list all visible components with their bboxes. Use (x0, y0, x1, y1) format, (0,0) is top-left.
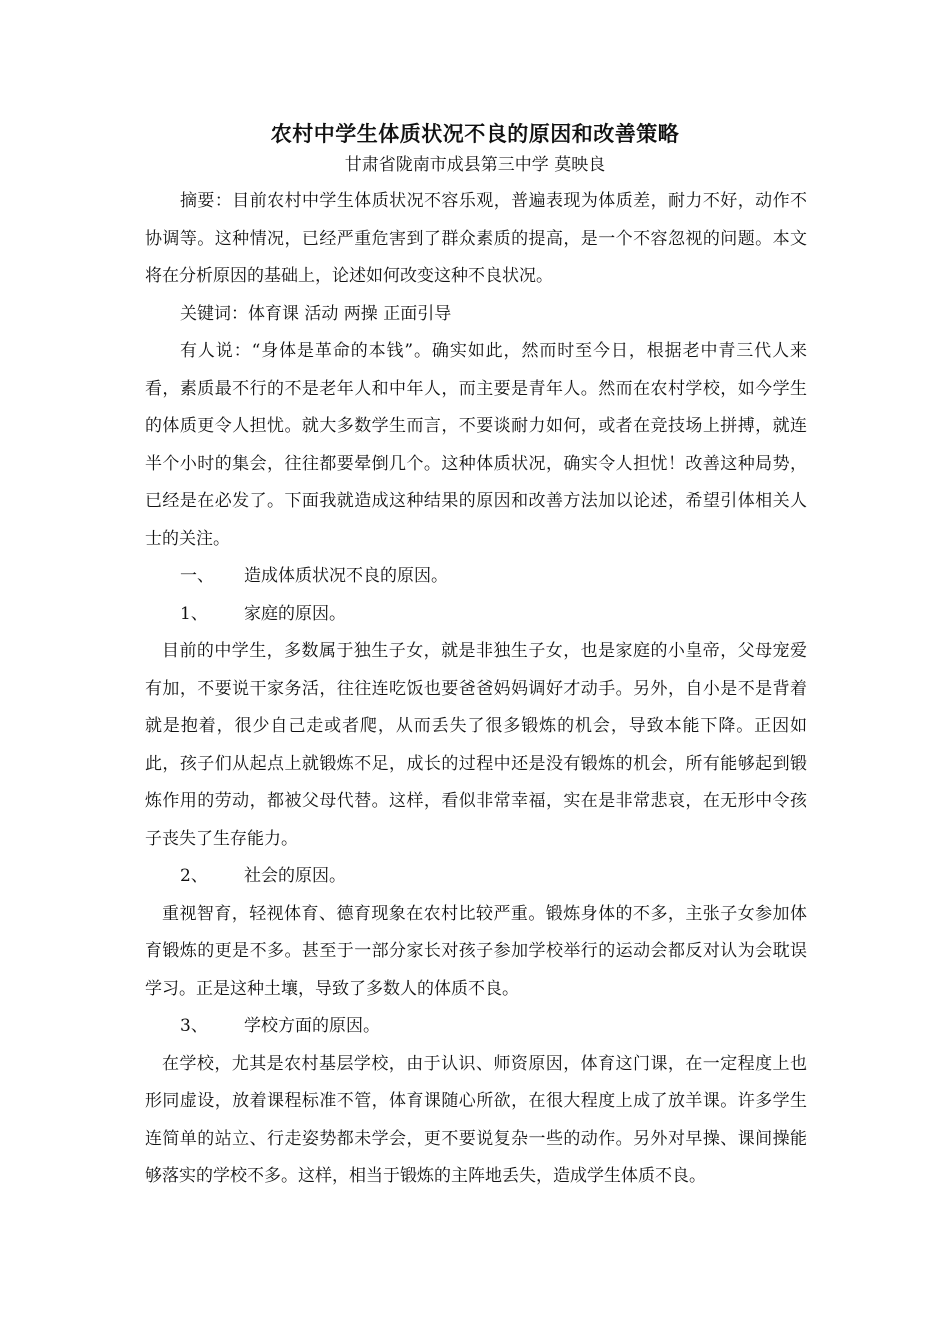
society-reason-paragraph: 重视智育，轻视体育、德育现象在农村比较严重。锻炼身体的不多，主张子女参加体育锻炼的更是不多。甚至于一部分家长对孩子参加学校举行的运动会都反对认为会耽误学习。正是这种土壤，导致了多数人的体质不良。 (145, 903, 807, 999)
section-title: 造成体质状况不良的原因。 (244, 566, 448, 586)
subsection-number: 1、 (180, 603, 208, 624)
family-reason-paragraph: 目前的中学生，多数属于独生子女，就是非独生子女，也是家庭的小皇帝，父母宠爱有加，不要说干家务活，往往连吃饭也要爸爸妈妈调好才动手。另外，自小是不是背着就是抱着，很少自己走或者爬，从而丢失了很多锻炼的机会，导致本能下降。正因如此，孩子们从起点上就锻炼不足，成长的过程中还是没有锻炼的机会，所有能够起到锻炼作用的劳动，都被父母代替。这样，看似非常幸福，实在是非常悲哀，在无形中令孩子丧失了生存能力。 (145, 641, 807, 849)
subsection-title: 学校方面的原因。 (244, 1016, 380, 1036)
subsection-title: 家庭的原因。 (244, 603, 346, 624)
subsection-number: 3、 (180, 1016, 208, 1036)
subsection-heading-1 (145, 596, 807, 634)
subsection-heading-3 (145, 1008, 807, 1046)
abstract-paragraph: 摘要：目前农村中学生体质状况不容乐观，普遍表现为体质差，耐力不好，动作不协调等。这种情况，已经严重危害到了群众素质的提高，是一个不容忽视的问题。本文将在分析原因的基础上，论述如何改变这种不良状况。 (145, 191, 807, 286)
page-title: 农村中学生体质状况不良的原因和改善策略 (270, 121, 680, 146)
subsection-heading-2 (145, 858, 807, 896)
section-number: 一、 (180, 566, 214, 586)
author-line: 甘肃省陇南市成县第三中学 莫映良 (344, 155, 606, 175)
keywords-paragraph: 关键词：体育课 活动 两操 正面引导 (180, 303, 452, 324)
subsection-number: 2、 (180, 866, 208, 886)
intro-paragraph: 有人说：“身体是革命的本钱”。确实如此，然而时至今日，根据老中青三代人来看，素质最不行的不是老年人和中年人，而主要是青年人。然而在农村学校，如今学生的体质更令人担忧。就大多数学生而言，不要谈耐力如何，或者在竞技场上拼搏，就连半个小时的集会，往往都要晕倒几个。这种体质状况，确实令人担忧！改善这种局势，已经是在必发了。下面我就造成这种结果的原因和改善方法加以论述，希望引体相关人士的关注。 (145, 341, 807, 549)
school-reason-paragraph: 在学校，尤其是农村基层学校，由于认识、师资原因，体育这门课，在一定程度上也形同虚设，放着课程标准不管，体育课随心所欲，在很大程度上成了放羊课。许多学生连简单的站立、行走姿势都未学会，更不要说复杂一些的动作。另外对早操、课间操能够落实的学校不多。这样，相当于锻炼的主阵地丢失，造成学生体质不良。 (145, 1053, 807, 1186)
section-heading-1 (145, 558, 807, 596)
subsection-title: 社会的原因。 (244, 866, 346, 886)
article-body (145, 183, 807, 1196)
